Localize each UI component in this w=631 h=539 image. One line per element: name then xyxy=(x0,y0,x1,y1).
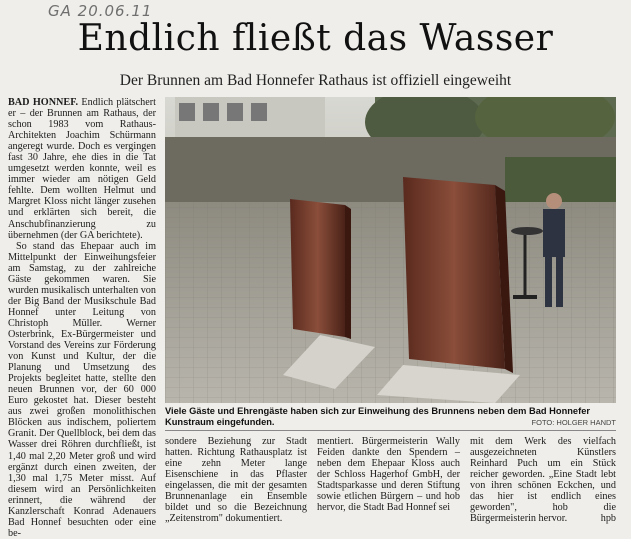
article-column-1 xyxy=(8,97,156,539)
dateline: BAD HONNEF. xyxy=(8,97,79,108)
headline: Endlich fließt das Wasser xyxy=(77,18,554,59)
article-text: mit dem Werk des vielfach ausgezeichneten Künstlers Reinhard Puch um ein Stück reicher geworden. „Eine Stadt lebt von ihren schönen Eckchen, und das hier ist endlich eines geworden", hob die Bürgermeisterin hervor. hpb xyxy=(470,436,616,525)
handwritten-note: GA 20.06.11 xyxy=(48,2,153,20)
photo xyxy=(165,97,616,403)
photo-credit: FOTO: HOLGER HANDT xyxy=(531,418,616,427)
author-initials: hpb xyxy=(600,513,616,525)
article-column-3 xyxy=(317,436,460,513)
fountain-photo xyxy=(165,97,616,403)
article-column-2 xyxy=(165,436,307,524)
photo-caption: Viele Gäste und Ehrengäste haben sich zur Einweihung des Brunnens neben dem Bad Honnefer Kunstraum eingefunden. xyxy=(165,406,590,427)
article-paragraph xyxy=(8,97,156,241)
article-paragraph xyxy=(8,241,156,539)
divider xyxy=(165,430,616,431)
subheadline: Der Brunnen am Bad Honnefer Rathaus ist offiziell eingeweiht xyxy=(119,72,512,89)
article-text: sondere Beziehung zur Stadt hatten. Richtung Rathausplatz ist eine zehn Meter lange Eisenschiene in das Pflaster eingelassen, die mit der gesamten Brunnenanlage ein Ensemble bildet und so die Bezeichnung „Zeitenstrom" dokumentiert. xyxy=(165,436,307,525)
article-text: mentiert. Bürgermeisterin Wally Feiden dankte den Spendern – neben dem Ehepaar Kloss auch der Schloss Hagerhof GmbH, der Stadtsparkasse und deren Stiftung sowie etlichen Bürgern – und hob hervor, die Stadt Bad Honnef sei xyxy=(317,436,460,514)
article-text: So stand das Ehepaar auch im Mittelpunkt der Einweihungsfeier am Samstag, zu der zahlreiche Gäste gekommen waren. Sie wurden musikalisch unterhalten von der Big Band der Musikschule Bad Honnef unter Leitung von Christoph Müller. Werner Osterbrink, Ex-Bürgermeister und Vorstand des Vereins zur Förderung von Kunst und Kultur, der die Planung und Umsetzung des Projekts begleitet hatte, stellte den neuen Brunnen vor, der 60 000 Euro gekostet hat. Dieser besteht aus zwei großen monolithischen Blöcken aus indischem, poliertem Granit. Der Quellblock, bei dem das Wasser drei Röhren durchfließt, ist 1,40 mal 2,20 Meter groß und wird ergänzt durch einen zweiten, der 1,30 mal 1,75 Meter misst. Auf diesem wird an Persönlichkeiten erinnert, die während der Kanzlerschaft Konrad Adenauers Bad Honnef besuchten oder eine be- xyxy=(8,240,156,539)
article-text: Endlich plätschert er – der Brunnen am Rathaus, der schon 1983 vom Rathaus-Architekten Joachim Schürmann angeregt wurde. Doch es vergingen fast 30 Jahre, ehe dies in die Tat umgesetzt werden konnte, weil es immer wieder am nötigen Geld fehlte. Dem wollten Helmut und Margret Kloss nicht länger zusehen und erklärten sich bereit, die Anschubfinanzierung zu übernehmen (der GA berichtete). xyxy=(8,97,157,241)
article-column-4 xyxy=(470,436,616,524)
